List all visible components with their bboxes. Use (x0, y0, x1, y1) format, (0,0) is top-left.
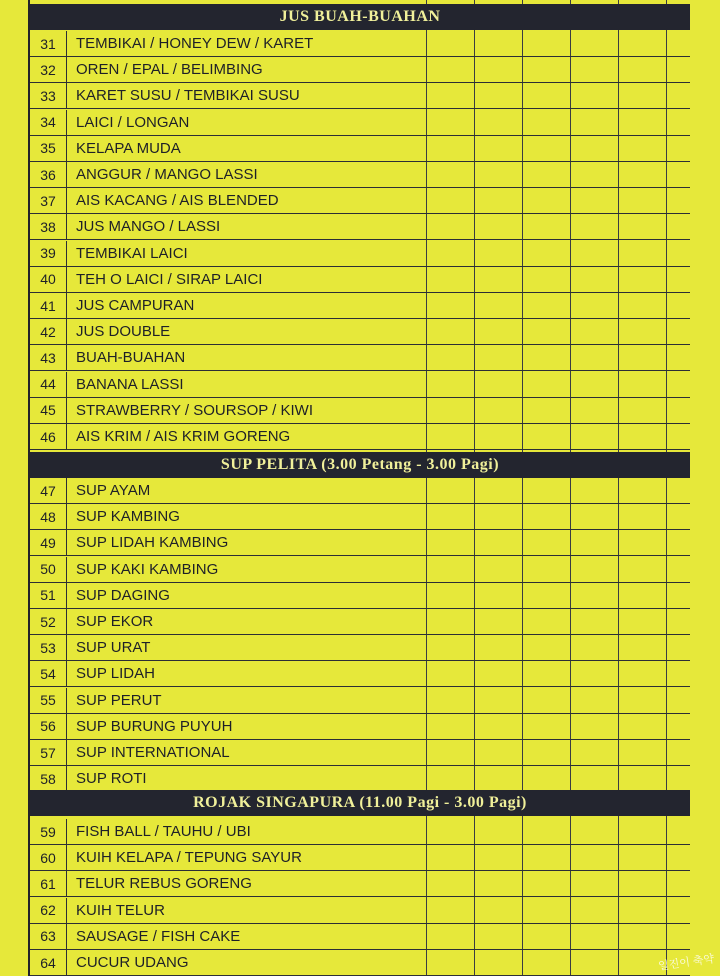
section-header: JUS BUAH-BUAHAN (30, 4, 690, 30)
item-number: 46 (30, 424, 67, 449)
item-number: 44 (30, 372, 67, 397)
item-name: JUS CAMPURAN (76, 297, 195, 314)
menu-row (30, 267, 690, 293)
item-name: SUP KAMBING (76, 508, 180, 526)
item-number: 57 (30, 740, 67, 765)
menu-row (30, 766, 690, 792)
item-number: 35 (30, 136, 67, 161)
section-header: ROJAK SINGAPURA (11.00 Pagi - 3.00 Pagi) (30, 790, 690, 816)
item-name: SUP KAKI KAMBING (76, 560, 219, 578)
watermark-signature: 일진이 축약 (657, 953, 715, 973)
section-header: SUP PELITA (3.00 Petang - 3.00 Pagi) (30, 452, 690, 478)
item-name: BANANA LASSI (76, 375, 184, 393)
item-number: 47 (30, 478, 67, 503)
item-number: 41 (30, 293, 67, 318)
item-name: LAICI / LONGAN (76, 113, 190, 131)
item-number: 43 (30, 345, 67, 370)
menu-row (30, 635, 690, 661)
item-name: CUCUR UDANG (76, 954, 189, 971)
item-name: TELUR REBUS GORENG (76, 875, 252, 893)
item-number: 60 (30, 845, 67, 870)
item-name: SUP AYAM (76, 482, 151, 499)
item-name: SUP PERUT (76, 691, 162, 709)
item-name: TEMBIKAI LAICI (76, 244, 188, 262)
menu-row (30, 293, 690, 319)
item-number: 59 (30, 819, 67, 844)
item-name: TEMBIKAI / HONEY DEW / KARET (76, 35, 314, 52)
item-name: AIS KACANG / AIS BLENDED (76, 192, 279, 210)
menu-row (30, 583, 690, 609)
item-name: AIS KRIM / AIS KRIM GORENG (76, 428, 291, 445)
menu-row (30, 398, 690, 424)
item-number: 39 (30, 241, 67, 266)
item-name: KELAPA MUDA (76, 139, 181, 157)
menu-row (30, 898, 690, 924)
menu-row (30, 83, 690, 109)
item-number: 32 (30, 57, 67, 82)
item-number: 61 (30, 871, 67, 896)
menu-row (30, 136, 690, 162)
item-number: 40 (30, 267, 67, 292)
item-number: 56 (30, 714, 67, 739)
item-number: 49 (30, 530, 67, 555)
item-name: FISH BALL / TAUHU / UBI (76, 823, 251, 840)
item-name: SUP ROTI (76, 770, 147, 788)
item-name: JUS DOUBLE (76, 323, 171, 341)
menu-row (30, 924, 690, 950)
menu-row (30, 162, 690, 188)
item-name: SUP BURUNG PUYUH (76, 717, 233, 735)
menu-row (30, 950, 690, 976)
menu-row (30, 530, 690, 556)
item-name: SUP INTERNATIONAL (76, 744, 230, 761)
item-name: OREN / EPAL / BELIMBING (76, 61, 263, 79)
item-number: 42 (30, 319, 67, 344)
menu-row (30, 504, 690, 530)
item-number: 63 (30, 924, 67, 949)
menu-row (30, 871, 690, 897)
item-number: 51 (30, 583, 67, 608)
menu-row (30, 740, 690, 766)
item-number: 48 (30, 504, 67, 529)
menu-row (30, 319, 690, 345)
item-name: STRAWBERRY / SOURSOP / KIWI (76, 401, 313, 419)
item-name: SUP URAT (76, 639, 151, 657)
item-number: 33 (30, 83, 67, 108)
item-number: 38 (30, 214, 67, 239)
menu-row (30, 688, 690, 714)
menu-row (30, 478, 690, 504)
menu-sheet (28, 0, 690, 976)
menu-row (30, 31, 690, 57)
menu-row (30, 241, 690, 267)
menu-row (30, 57, 690, 83)
menu-row (30, 819, 690, 845)
item-name: SUP LIDAH (76, 665, 155, 683)
item-name: SAUSAGE / FISH CAKE (76, 927, 241, 945)
menu-row (30, 345, 690, 371)
item-number: 36 (30, 162, 67, 187)
item-number: 64 (30, 950, 67, 975)
item-name: BUAH-BUAHAN (76, 349, 186, 367)
item-number: 62 (30, 898, 67, 923)
item-name: SUP EKOR (76, 613, 154, 630)
item-number: 58 (30, 766, 67, 791)
menu-row (30, 845, 690, 871)
item-number: 45 (30, 398, 67, 423)
item-number: 31 (30, 31, 67, 56)
menu-row (30, 110, 690, 136)
item-name: KARET SUSU / TEMBIKAI SUSU (76, 87, 300, 105)
item-name: TEH O LAICI / SIRAP LAICI (76, 270, 263, 288)
item-name: ANGGUR / MANGO LASSI (76, 166, 258, 183)
item-number: 52 (30, 609, 67, 634)
item-name: KUIH KELAPA / TEPUNG SAYUR (76, 849, 302, 867)
item-number: 37 (30, 188, 67, 213)
item-number: 54 (30, 661, 67, 686)
item-number: 34 (30, 110, 67, 135)
menu-row (30, 372, 690, 398)
menu-row (30, 214, 690, 240)
item-number: 50 (30, 557, 67, 582)
menu-row (30, 188, 690, 214)
item-number: 53 (30, 635, 67, 660)
item-name: KUIH TELUR (76, 901, 165, 919)
item-name: JUS MANGO / LASSI (76, 218, 221, 236)
menu-row (30, 609, 690, 635)
item-name: SUP DAGING (76, 586, 170, 604)
item-name: SUP LIDAH KAMBING (76, 534, 229, 552)
menu-row (30, 424, 690, 450)
menu-row (30, 557, 690, 583)
menu-row (30, 714, 690, 740)
item-number: 55 (30, 688, 67, 713)
menu-row (30, 661, 690, 687)
